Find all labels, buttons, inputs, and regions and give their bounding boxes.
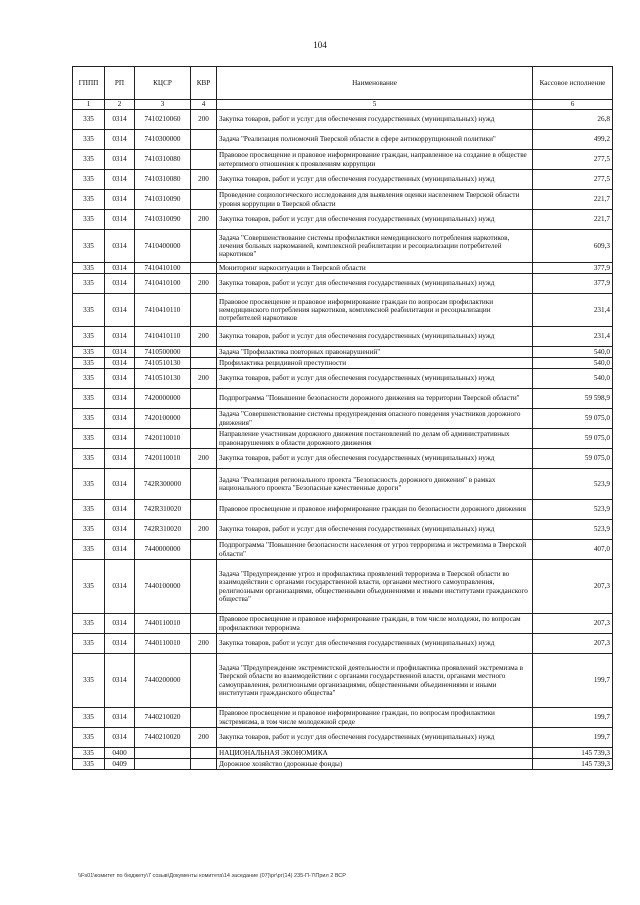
rp-cell: 0314	[105, 540, 135, 560]
rp-cell: 0314	[105, 110, 135, 130]
table-row	[73, 654, 613, 708]
kvr-cell	[191, 429, 217, 449]
amount-cell: 377,9	[533, 263, 613, 274]
kvr-cell	[191, 150, 217, 170]
kcsr-cell: 7410310080	[135, 170, 191, 190]
gppp-cell: 335	[73, 540, 105, 560]
gppp-cell: 335	[73, 347, 105, 358]
kcsr-cell: 7440210020	[135, 708, 191, 728]
name-cell: Дорожное хозяйство (дорожные фонды)	[217, 759, 533, 770]
gppp-cell: 335	[73, 728, 105, 748]
header-gppp: ГППП	[73, 67, 105, 100]
name-cell: Закупка товаров, работ и услуг для обеспечения государственных (муниципальных) нужд	[217, 110, 533, 130]
kvr-cell	[191, 654, 217, 708]
rp-cell: 0314	[105, 150, 135, 170]
name-cell: Закупка товаров, работ и услуг для обеспечения государственных (муниципальных) нужд	[217, 520, 533, 540]
kvr-cell	[191, 708, 217, 728]
name-cell: Задача "Предупреждение экстремистской деятельности и профилактика проявлений экстремизма в Тверской области во взаимодействии с органами государственной власти, органами местного самоуправления, религиозными организациями, общественными объединениями и иными институтами гражданского общества"	[217, 654, 533, 708]
kcsr-cell: 7410410110	[135, 327, 191, 347]
table-row	[73, 429, 613, 449]
amount-cell: 207,3	[533, 560, 613, 614]
header-kvr: КВР	[191, 67, 217, 100]
table-row	[73, 110, 613, 130]
gppp-cell: 335	[73, 190, 105, 210]
gppp-cell: 335	[73, 130, 105, 150]
amount-cell: 499,2	[533, 130, 613, 150]
table-row	[73, 708, 613, 728]
amount-cell: 540,0	[533, 347, 613, 358]
kcsr-cell: 7420100000	[135, 409, 191, 429]
gppp-cell: 335	[73, 150, 105, 170]
kvr-cell	[191, 409, 217, 429]
rp-cell: 0314	[105, 614, 135, 634]
name-cell: Подпрограмма "Повышение безопасности дорожного движения на территории Тверской области"	[217, 389, 533, 409]
header-rp: РП	[105, 67, 135, 100]
kvr-cell	[191, 190, 217, 210]
kvr-cell	[191, 748, 217, 759]
table-row	[73, 634, 613, 654]
name-cell: Задача "Профилактика повторных правонарушений"	[217, 347, 533, 358]
name-cell: Задача "Реализация регионального проекта "Безопасность дорожного движения" в рамках национального проекта "Безопасные качественные дороги"	[217, 469, 533, 500]
page-number: 104	[313, 40, 327, 50]
rp-cell: 0314	[105, 130, 135, 150]
rp-cell: 0314	[105, 369, 135, 389]
gppp-cell: 335	[73, 748, 105, 759]
table-row	[73, 263, 613, 274]
amount-cell: 540,0	[533, 369, 613, 389]
amount-cell: 59 075,0	[533, 449, 613, 469]
table-row	[73, 614, 613, 634]
rp-cell: 0314	[105, 449, 135, 469]
rp-cell: 0314	[105, 294, 135, 327]
amount-cell: 231,4	[533, 294, 613, 327]
rp-cell: 0314	[105, 347, 135, 358]
rp-cell: 0314	[105, 654, 135, 708]
kcsr-cell: 7410310080	[135, 150, 191, 170]
kvr-cell: 200	[191, 210, 217, 230]
rp-cell: 0314	[105, 230, 135, 263]
kvr-cell: 200	[191, 728, 217, 748]
rp-cell: 0314	[105, 409, 135, 429]
rp-cell: 0314	[105, 560, 135, 614]
name-cell: Правовое просвещение и правовое информирование граждан, по вопросам профилактики экстремизма, в том числе молодежной среде	[217, 708, 533, 728]
amount-cell: 377,9	[533, 274, 613, 294]
name-cell: Закупка товаров, работ и услуг для обеспечения государственных (муниципальных) нужд	[217, 728, 533, 748]
gppp-cell: 335	[73, 170, 105, 190]
amount-cell: 145 739,3	[533, 759, 613, 770]
rp-cell: 0314	[105, 634, 135, 654]
gppp-cell: 335	[73, 614, 105, 634]
table-row	[73, 520, 613, 540]
index-cell: 6	[533, 100, 613, 110]
name-cell: Подпрограмма "Повышение безопасности населения от угроз терроризма и экстремизма в Тверской области"	[217, 540, 533, 560]
table-row	[73, 540, 613, 560]
amount-cell: 523,9	[533, 500, 613, 520]
gppp-cell: 335	[73, 294, 105, 327]
gppp-cell: 335	[73, 358, 105, 369]
gppp-cell: 335	[73, 274, 105, 294]
kvr-cell: 200	[191, 634, 217, 654]
name-cell: Правовое просвещение и правовое информирование граждан по безопасности дорожного движения	[217, 500, 533, 520]
amount-cell: 540,0	[533, 358, 613, 369]
rp-cell: 0314	[105, 327, 135, 347]
kvr-cell	[191, 130, 217, 150]
index-cell: 5	[217, 100, 533, 110]
gppp-cell: 335	[73, 210, 105, 230]
table-row	[73, 327, 613, 347]
kcsr-cell: 742R300000	[135, 469, 191, 500]
name-cell: Профилактика рецидивной преступности	[217, 358, 533, 369]
gppp-cell: 335	[73, 500, 105, 520]
name-cell: Правовое просвещение и правовое информирование граждан, в том числе молодежи, по вопросам профилактики терроризма	[217, 614, 533, 634]
amount-cell: 59 075,0	[533, 429, 613, 449]
kvr-cell: 200	[191, 449, 217, 469]
name-cell: Закупка товаров, работ и услуг для обеспечения государственных (муниципальных) нужд	[217, 170, 533, 190]
gppp-cell: 335	[73, 263, 105, 274]
name-cell: Закупка товаров, работ и услуг для обеспечения государственных (муниципальных) нужд	[217, 449, 533, 469]
rp-cell: 0314	[105, 429, 135, 449]
table-row	[73, 560, 613, 614]
name-cell: Проведение социологического исследования для выявления оценки населением Тверской области уровня коррупции в Тверской области	[217, 190, 533, 210]
amount-cell: 523,9	[533, 469, 613, 500]
table-row	[73, 748, 613, 759]
kvr-cell: 200	[191, 327, 217, 347]
amount-cell: 199,7	[533, 654, 613, 708]
table-row	[73, 389, 613, 409]
rp-cell: 0314	[105, 170, 135, 190]
index-cell: 1	[73, 100, 105, 110]
amount-cell: 199,7	[533, 728, 613, 748]
kcsr-cell: 7410310090	[135, 190, 191, 210]
kvr-cell: 200	[191, 369, 217, 389]
name-cell: Направление участникам дорожного движения постановлений по делам об административных правонарушениях в области дорожного движения	[217, 429, 533, 449]
footer-file-path: \\Fs01\комитет по бюджету\7 созыв\Документы комитета\14 заседание (07)\рг\рг(14) 235-П-7\Прил 2 ВСР	[78, 873, 346, 879]
amount-cell: 59 598,9	[533, 389, 613, 409]
name-cell: Закупка товаров, работ и услуг для обеспечения государственных (муниципальных) нужд	[217, 327, 533, 347]
rp-cell: 0314	[105, 520, 135, 540]
amount-cell: 199,7	[533, 708, 613, 728]
amount-cell: 277,5	[533, 150, 613, 170]
kcsr-cell: 7410410100	[135, 263, 191, 274]
table-row	[73, 409, 613, 429]
rp-cell: 0314	[105, 274, 135, 294]
table-row	[73, 190, 613, 210]
gppp-cell: 335	[73, 369, 105, 389]
table-row	[73, 130, 613, 150]
kvr-cell	[191, 347, 217, 358]
table-row	[73, 230, 613, 263]
kvr-cell	[191, 230, 217, 263]
kvr-cell: 200	[191, 170, 217, 190]
name-cell: Задача "Реализация полномочий Тверской области в сфере антикоррупционной политики"	[217, 130, 533, 150]
kcsr-cell: 7440100000	[135, 560, 191, 614]
rp-cell: 0314	[105, 500, 135, 520]
amount-cell: 523,9	[533, 520, 613, 540]
gppp-cell: 335	[73, 560, 105, 614]
table-row	[73, 728, 613, 748]
kvr-cell	[191, 614, 217, 634]
amount-cell: 207,3	[533, 634, 613, 654]
kcsr-cell: 7410500000	[135, 347, 191, 358]
rp-cell: 0409	[105, 759, 135, 770]
kcsr-cell: 742R310020	[135, 500, 191, 520]
kvr-cell	[191, 540, 217, 560]
name-cell: Закупка товаров, работ и услуг для обеспечения государственных (муниципальных) нужд	[217, 210, 533, 230]
header-name: Наименование	[217, 67, 533, 100]
kcsr-cell: 7410400000	[135, 230, 191, 263]
kcsr-cell: 7440200000	[135, 654, 191, 708]
rp-cell: 0314	[105, 389, 135, 409]
kvr-cell	[191, 294, 217, 327]
gppp-cell: 335	[73, 759, 105, 770]
amount-cell: 145 739,3	[533, 748, 613, 759]
rp-cell: 0314	[105, 358, 135, 369]
table-row	[73, 294, 613, 327]
index-cell: 3	[135, 100, 191, 110]
index-cell: 2	[105, 100, 135, 110]
rp-cell: 0314	[105, 469, 135, 500]
kvr-cell	[191, 358, 217, 369]
gppp-cell: 335	[73, 389, 105, 409]
kvr-cell	[191, 560, 217, 614]
table-row	[73, 358, 613, 369]
name-cell: НАЦИОНАЛЬНАЯ ЭКОНОМИКА	[217, 748, 533, 759]
kvr-cell	[191, 469, 217, 500]
amount-cell: 609,3	[533, 230, 613, 263]
header-amount: Кассовое исполнение	[533, 67, 613, 100]
budget-table	[72, 66, 613, 770]
kcsr-cell: 742R310020	[135, 520, 191, 540]
name-cell: Задача "Совершенствование системы профилактики немедицинского потребления наркотиков, лечения больных наркоманией, комплексной реабилитации и ресоциализации потребителей наркотиков"	[217, 230, 533, 263]
kvr-cell: 200	[191, 274, 217, 294]
gppp-cell: 335	[73, 429, 105, 449]
kcsr-cell: 7410410100	[135, 274, 191, 294]
amount-cell: 207,3	[533, 614, 613, 634]
table-row	[73, 210, 613, 230]
kcsr-cell: 7440110010	[135, 634, 191, 654]
name-cell: Закупка товаров, работ и услуг для обеспечения государственных (муниципальных) нужд	[217, 634, 533, 654]
kcsr-cell: 7440210020	[135, 728, 191, 748]
rp-cell: 0314	[105, 210, 135, 230]
amount-cell: 26,8	[533, 110, 613, 130]
gppp-cell: 335	[73, 409, 105, 429]
rp-cell: 0314	[105, 263, 135, 274]
header-kcsr: КЦСР	[135, 67, 191, 100]
table-row	[73, 274, 613, 294]
kvr-cell	[191, 500, 217, 520]
amount-cell: 59 075,0	[533, 409, 613, 429]
kcsr-cell: 7410510130	[135, 358, 191, 369]
rp-cell: 0400	[105, 748, 135, 759]
kcsr-cell: 7440110010	[135, 614, 191, 634]
kcsr-cell: 7410410110	[135, 294, 191, 327]
kcsr-cell: 7440000000	[135, 540, 191, 560]
name-cell: Задача "Предупреждение угроз и профилактика проявлений терроризма в Тверской области во взаимодействии с органами государственной власти, органами местного самоуправления, религиозными организациями, общественными объединениями и иными институтами гражданского общества"	[217, 560, 533, 614]
table-row	[73, 759, 613, 770]
table-row	[73, 449, 613, 469]
gppp-cell: 335	[73, 469, 105, 500]
gppp-cell: 335	[73, 110, 105, 130]
name-cell: Правовое просвещение и правовое информирование граждан, направленное на создание в обществе нетерпимого отношения к проявлениям коррупции	[217, 150, 533, 170]
kvr-cell: 200	[191, 520, 217, 540]
rp-cell: 0314	[105, 728, 135, 748]
header-row	[73, 67, 613, 100]
index-row	[73, 100, 613, 110]
name-cell: Закупка товаров, работ и услуг для обеспечения государственных (муниципальных) нужд	[217, 274, 533, 294]
kcsr-cell: 7410300000	[135, 130, 191, 150]
kcsr-cell	[135, 748, 191, 759]
kvr-cell	[191, 389, 217, 409]
rp-cell: 0314	[105, 708, 135, 728]
gppp-cell: 335	[73, 634, 105, 654]
gppp-cell: 335	[73, 520, 105, 540]
table-row	[73, 150, 613, 170]
name-cell: Задача "Совершенствование системы предупреждения опасного поведения участников дорожного движения"	[217, 409, 533, 429]
gppp-cell: 335	[73, 327, 105, 347]
amount-cell: 221,7	[533, 210, 613, 230]
kvr-cell	[191, 263, 217, 274]
kcsr-cell: 7420110010	[135, 429, 191, 449]
amount-cell: 277,5	[533, 170, 613, 190]
kcsr-cell: 7420000000	[135, 389, 191, 409]
kcsr-cell: 7410310090	[135, 210, 191, 230]
name-cell: Правовое просвещение и правовое информирование граждан по вопросам профилактики немедицинского потребления наркотиков, комплексной реабилитации и ресоциализации потребителей наркотиков	[217, 294, 533, 327]
gppp-cell: 335	[73, 230, 105, 263]
kcsr-cell: 7410210060	[135, 110, 191, 130]
table-row	[73, 170, 613, 190]
gppp-cell: 335	[73, 654, 105, 708]
kcsr-cell: 7410510130	[135, 369, 191, 389]
table-row	[73, 347, 613, 358]
kcsr-cell: 7420110010	[135, 449, 191, 469]
index-cell: 4	[191, 100, 217, 110]
kcsr-cell	[135, 759, 191, 770]
name-cell: Закупка товаров, работ и услуг для обеспечения государственных (муниципальных) нужд	[217, 369, 533, 389]
kvr-cell: 200	[191, 110, 217, 130]
table-row	[73, 500, 613, 520]
gppp-cell: 335	[73, 449, 105, 469]
amount-cell: 407,0	[533, 540, 613, 560]
kvr-cell	[191, 759, 217, 770]
name-cell: Мониторинг наркоситуации в Тверской области	[217, 263, 533, 274]
gppp-cell: 335	[73, 708, 105, 728]
table-row	[73, 369, 613, 389]
table-row	[73, 469, 613, 500]
amount-cell: 221,7	[533, 190, 613, 210]
rp-cell: 0314	[105, 190, 135, 210]
amount-cell: 231,4	[533, 327, 613, 347]
